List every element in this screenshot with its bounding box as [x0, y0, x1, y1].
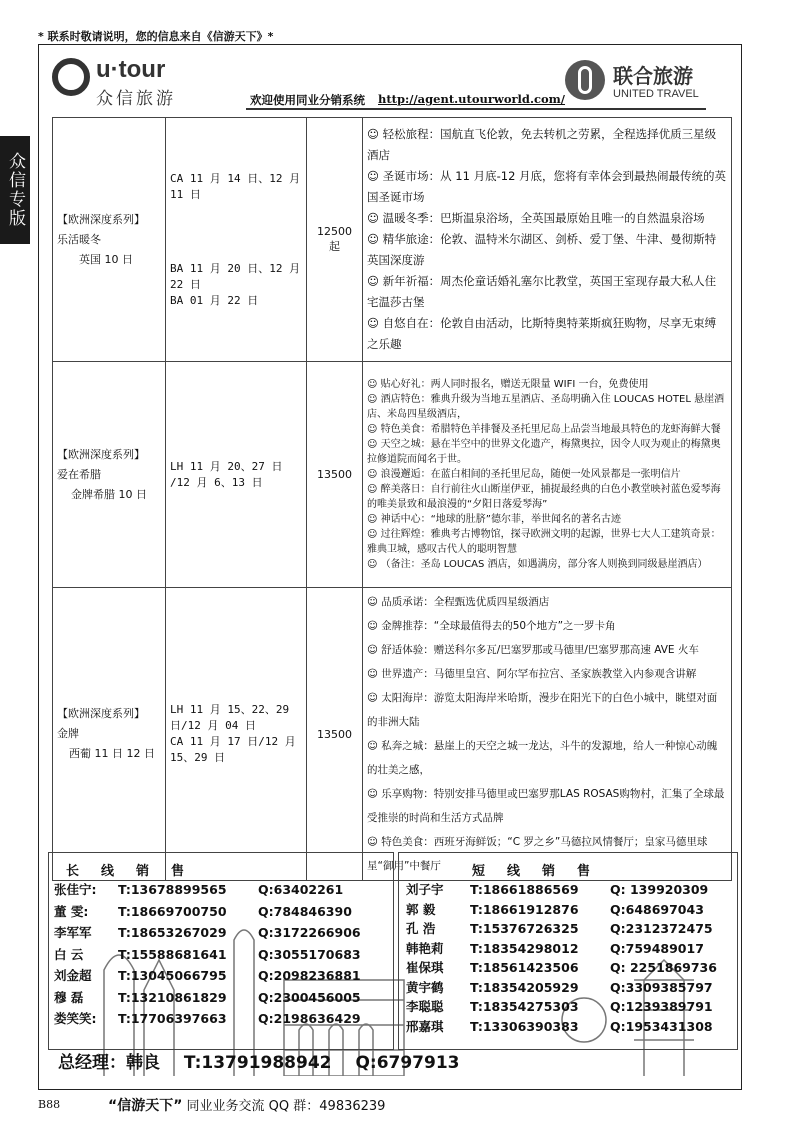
contact-tel: T:13045066795 — [118, 968, 227, 983]
gm-label: 总经理：韩良 — [58, 1053, 160, 1073]
header-welcome: 欢迎使用同业分销系统 — [250, 93, 365, 107]
feature-item: ☺ 精华旅途：伦敦、温特米尔湖区、剑桥、爱丁堡、牛津、曼彻斯特英国深度游 — [367, 229, 727, 271]
route-title: 金牌 — [57, 727, 79, 740]
contact-qq: Q:1953431308 — [610, 1018, 713, 1034]
route-subtitle: 金牌希腊 10 日 — [71, 487, 147, 501]
contact-tel: T:13306390383 — [470, 1018, 579, 1034]
contact-name: 李聪聪 — [406, 999, 444, 1014]
feature-item: ☺ 神话中心：“地球的肚脐”德尔菲，举世闻名的著名古迹 — [367, 512, 727, 527]
utour-logo-icon — [52, 58, 90, 96]
header-divider — [246, 108, 706, 110]
feature-item: ☺ 圣诞市场：从 11 月底-12 月底，您将有幸体会到最热闹最传统的英国圣诞市场 — [367, 166, 727, 208]
contact-name: 崔保琪 — [406, 960, 444, 975]
united-logo-cn: 联合旅游 — [613, 64, 693, 88]
feature-item: ☺ 品质承诺：全程甄选优质四星级酒店 — [367, 590, 727, 614]
sales-contact-row — [54, 945, 361, 963]
feature-item: ☺ 浪漫邂逅：在蓝白相间的圣托里尼岛，随便一处风景都是一张明信片 — [367, 467, 727, 482]
contact-qq: Q:1239389791 — [610, 999, 713, 1014]
route-name — [53, 118, 166, 362]
contact-tel: T:18653267029 — [118, 925, 227, 940]
feature-item: ☺ 新年祈福：周杰伦童话婚礼塞尔比教堂，英国王室现存最大私人住宅温莎古堡 — [367, 271, 727, 313]
utour-logo-cn: 众信旅游 — [96, 89, 176, 109]
route-date-line: CA 11 月 17 日/12 月 15、29 日 — [170, 735, 296, 764]
sales-contact-row — [406, 939, 704, 957]
contact-name: 刘金超 — [54, 968, 92, 983]
contact-tel: T:18661912876 — [470, 901, 579, 917]
contact-tel: T:15376726325 — [470, 921, 579, 936]
routes-table — [52, 117, 732, 881]
contact-name: 韩艳莉 — [406, 940, 444, 956]
route-dates — [166, 118, 307, 362]
gm-qq: Q:6797913 — [355, 1053, 460, 1073]
contact-qq: Q:3055170683 — [258, 946, 361, 962]
route-dates — [166, 588, 307, 881]
header-url-link[interactable]: http://agent.utourworld.com/ — [378, 92, 566, 106]
feature-item: ☺ 自悠自在：伦敦自由活动，比斯特奥特莱斯疯狂购物，尽享无束缚之乐趣 — [367, 313, 727, 355]
contact-tel: T:18354205929 — [470, 979, 579, 995]
sales-contact-row — [54, 988, 361, 1006]
long-sales-title: 长线销售 — [66, 864, 207, 879]
sales-contact-row — [406, 978, 713, 996]
feature-item: ☺ 贴心好礼：两人同时报名，赠送无限量 WIFI 一台，免费使用 — [367, 377, 727, 392]
route-dates — [166, 362, 307, 588]
contact-name: 黄宇鹤 — [406, 979, 444, 995]
contact-name: 刘子宇 — [406, 882, 444, 897]
united-travel-logo — [565, 60, 725, 108]
sales-contact-row — [406, 1017, 713, 1035]
feature-item: ☺ （备注：圣岛 LOUCAS 酒店，如遇满房，部分客人则换到同级悬崖酒店） — [367, 557, 727, 572]
feature-item: ☺ 轻松旅程：国航直飞伦敦，免去转机之劳累，全程选择优质三星级酒店 — [367, 124, 727, 166]
feature-item: ☺ 舒适体验：赠送科尔多瓦/巴塞罗那或马德里/巴塞罗那高速 AVE 火车 — [367, 638, 727, 662]
footer-brand: “信游天下” — [108, 1098, 183, 1114]
feature-item: ☺ 乐享购物：特别安排马德里或巴塞罗那LAS ROSAS购物村，汇集了全球最受推崇的时尚和生活方式品牌 — [367, 782, 727, 830]
contact-qq: Q:2312372475 — [610, 921, 713, 936]
contact-qq: Q:648697043 — [610, 901, 704, 917]
contact-tel: T:13210861829 — [118, 989, 227, 1005]
route-row-uk — [53, 118, 732, 362]
contact-name: 穆 磊 — [54, 989, 84, 1005]
route-features — [363, 588, 732, 881]
footer-qq-group: 同业业务交流 QQ 群：49836239 — [186, 1099, 386, 1114]
route-row-greece — [53, 362, 732, 588]
route-date-line: BA 11 月 20 日、12 月 22 日 — [170, 261, 301, 291]
feature-item: ☺ 世界遗产：马德里皇宫、阿尔罕布拉宫、圣家族教堂入内参观含讲解 — [367, 662, 727, 686]
page-number: B88 — [38, 1098, 61, 1111]
contact-qq: Q:2198636429 — [258, 1011, 361, 1026]
route-title: 乐活暖冬 — [57, 232, 101, 246]
route-series: 【欧洲深度系列】 — [57, 447, 145, 461]
route-price: 12500 起 — [307, 118, 363, 362]
sales-contact-row — [406, 958, 717, 976]
sales-contact-row — [406, 880, 708, 898]
contact-tel: T:15588681641 — [118, 946, 227, 962]
route-series: 【欧洲深度系列】 — [57, 707, 145, 720]
feature-item: ☺ 私奔之城：悬崖上的天空之城一龙达，斗牛的发源地，给人一种惊心动魄的壮美之感， — [367, 734, 727, 782]
route-name — [53, 588, 166, 881]
route-date-line: CA 11 月 14 日、12 月 11 日 — [170, 171, 301, 201]
route-row-spain — [53, 588, 732, 881]
utour-logo — [52, 56, 202, 109]
contact-name: 郭 毅 — [406, 901, 436, 917]
route-date-line: LH 11 月 15、22、29 日/12 月 04 日 — [170, 703, 290, 732]
sales-contact-row — [54, 966, 361, 984]
contact-name: 李军军 — [54, 925, 92, 940]
route-features — [363, 118, 732, 362]
contact-qq: Q:2098236881 — [258, 968, 361, 983]
contact-name: 邢嘉琪 — [406, 1018, 444, 1034]
general-manager — [58, 1048, 478, 1073]
sales-contact-row — [406, 919, 713, 937]
sales-contact-row — [54, 1009, 361, 1027]
gm-tel: T:13791988942 — [183, 1053, 332, 1073]
footer-note — [108, 1095, 385, 1115]
feature-item: ☺ 温暖冬季：巴斯温泉浴场，全英国最原始且唯一的自然温泉浴场 — [367, 208, 727, 229]
feature-item: ☺ 过往辉煌：雅典考古博物馆，探寻欧洲文明的起源，世界七大人工建筑奇景：雅典卫城，感叹古代人的聪明智慧 — [367, 527, 727, 557]
sales-contact-row — [54, 923, 361, 941]
contact-qq: Q:3172266906 — [258, 925, 361, 940]
feature-item: ☺ 太阳海岸：游览太阳海岸米哈斯，漫步在阳光下的白色小城中，眺望对面的非洲大陆 — [367, 686, 727, 734]
contact-tel: T:13678899565 — [118, 882, 227, 897]
contact-tel: T:18661886569 — [470, 882, 579, 897]
route-features — [363, 362, 732, 588]
contact-qq: Q: 2251869736 — [610, 960, 717, 975]
contact-tel: T:17706397663 — [118, 1011, 227, 1026]
sales-contact-row — [54, 902, 352, 920]
feature-item: ☺ 天空之城：悬在半空中的世界文化遗产，梅黛奥拉，因令人叹为观止的梅黛奥拉修道院而闻名于世。 — [367, 437, 727, 467]
route-title: 爱在希腊 — [57, 467, 101, 481]
contact-qq: Q: 139920309 — [610, 882, 709, 897]
feature-item: ☺ 特色美食：希腊特色羊排餐及圣托里尼岛上品尝当地最具特色的龙虾海鲜大餐 — [367, 422, 727, 437]
contact-name: 董 雯: — [54, 903, 89, 919]
route-date-line: BA 01 月 22 日 — [170, 293, 259, 307]
route-series: 【欧洲深度系列】 — [57, 212, 145, 226]
contact-name: 娄笑笑: — [54, 1011, 97, 1026]
utour-logo-en: u·tour — [96, 56, 166, 83]
top-note: * 联系时敬请说明，您的信息来自《信游天下》* — [38, 30, 274, 43]
sales-contact-row — [406, 997, 713, 1015]
route-name — [53, 362, 166, 588]
feature-item: ☺ 醉美落日：自行前往火山断崖伊亚，捕捉最经典的白色小教堂映衬蓝色爱琴海的唯美景致和最浪漫的“夕阳日落爱琴海” — [367, 482, 727, 512]
contact-qq: Q:2300456005 — [258, 989, 361, 1005]
contact-qq: Q:784846390 — [258, 903, 352, 919]
route-price: 13500 — [307, 588, 363, 881]
contact-qq: Q:759489017 — [610, 940, 704, 956]
route-subtitle: 西葡 11 日 12 日 — [69, 747, 155, 760]
contact-tel: T:18561423506 — [470, 960, 579, 975]
contact-name: 张佳宁: — [54, 882, 97, 897]
united-logo-en: UNITED TRAVEL — [613, 88, 699, 100]
side-tab: 众信专版 — [0, 136, 30, 244]
feature-item: ☺ 特色美食：西班牙海鲜饭；“C 罗之乡”马德拉风情餐厅；皇家马德里球星“御用”中餐厅 — [367, 830, 727, 878]
sales-contact-row — [54, 880, 343, 898]
route-date-line: LH 11 月 20、27 日 /12 月 6、13 日 — [170, 459, 283, 489]
contact-qq: Q:3309385797 — [610, 979, 713, 995]
route-price: 13500 — [307, 362, 363, 588]
short-sales-title: 短线销售 — [472, 864, 613, 879]
feature-item: ☺ 酒店特色：雅典升级为当地五星酒店、圣岛明确入住 LOUCAS HOTEL 悬崖酒店、米岛四星级酒店， — [367, 392, 727, 422]
united-emblem-icon — [565, 60, 605, 100]
contact-qq: Q:63402261 — [258, 882, 344, 897]
contact-name: 孔 浩 — [406, 921, 436, 936]
contact-tel: T:18669700750 — [118, 903, 227, 919]
feature-item: ☺ 金牌推荐：“全球最值得去的50个地方”之一罗卡角 — [367, 614, 727, 638]
contact-tel: T:18354298012 — [470, 940, 579, 956]
route-subtitle: 英国 10 日 — [79, 252, 133, 266]
sales-contact-row — [406, 900, 704, 918]
contact-name: 白 云 — [54, 946, 84, 962]
contact-tel: T:18354275303 — [470, 999, 579, 1014]
